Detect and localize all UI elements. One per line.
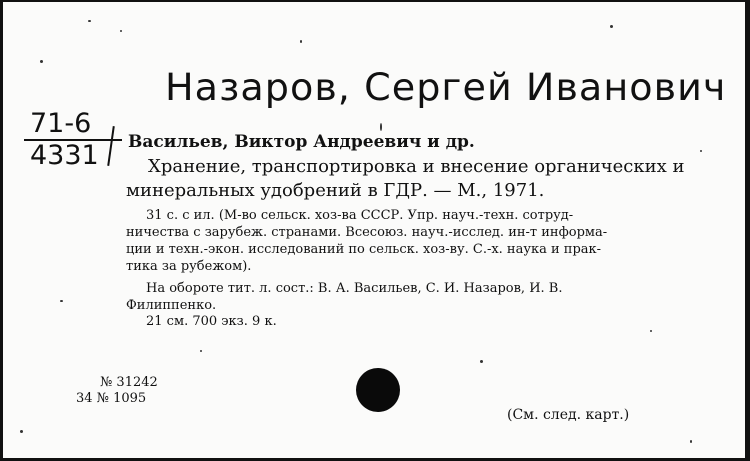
punch-hole (356, 368, 400, 412)
note-line-2: Филиппенко. (126, 298, 217, 313)
description-line-3: ции и техн.-экон. исследований по сельск. хоз-ву. С.-х. наука и прак- (126, 242, 602, 257)
scan-speckle (480, 360, 483, 363)
accession-number-2: 34 № 1095 (76, 391, 147, 406)
scan-speckle (200, 350, 202, 352)
description-line-2: ничества с зарубеж. странами. Всесоюз. науч.-исслед. ин-т информа- (126, 225, 608, 240)
shelf-code-bottom: 4331 (30, 140, 99, 171)
scan-speckle (610, 25, 613, 28)
scan-speckle (650, 330, 652, 332)
shelf-code-top: 71-6 (30, 108, 92, 139)
handwritten-name: Назаров, Сергей Иванович (165, 66, 727, 109)
scan-speckle (88, 20, 91, 22)
author-heading: Васильев, Виктор Андреевич и др. (128, 132, 475, 152)
description-line-1: 31 с. с ил. (М-во сельск. хоз-ва СССР. Упр. науч.-техн. сотруд- (146, 208, 574, 223)
card-edge (745, 0, 750, 461)
title-line-2: минеральных удобрений в ГДР. — М., 1971. (126, 180, 545, 201)
scan-speckle (300, 40, 302, 43)
title-line-1: Хранение, транспортировка и внесение органических и (148, 156, 685, 177)
accession-number-1: № 31242 (100, 375, 158, 390)
scan-speckle (60, 300, 63, 302)
description-line-4: тика за рубежом). (126, 259, 252, 274)
scan-speckle (20, 430, 23, 433)
scan-speckle (700, 150, 702, 152)
format-line: 21 см. 700 экз. 9 к. (146, 314, 277, 329)
scan-speckle (120, 30, 122, 32)
scan-speckle (690, 440, 692, 443)
see-next-card: (См. след. карт.) (507, 407, 630, 423)
scan-speckle (380, 123, 382, 131)
scan-speckle (40, 60, 43, 63)
note-line-1: На обороте тит. л. сост.: В. А. Васильев, С. И. Назаров, И. В. (146, 281, 563, 296)
